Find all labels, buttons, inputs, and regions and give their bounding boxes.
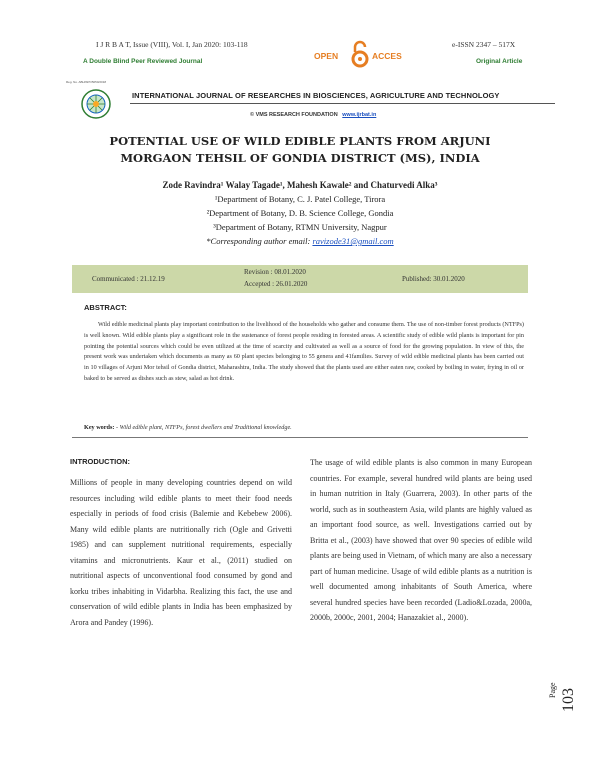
affiliation-3: ³Department of Botany, RTMN University, Nagpur <box>213 222 387 232</box>
accepted-date: Accepted : 26.01.2020 <box>244 280 308 288</box>
logo-reg-number: Reg. No. ABHISPO5050/2018 <box>66 80 107 84</box>
journal-url[interactable]: www.ijrbat.in <box>342 112 377 118</box>
article-title <box>60 133 540 167</box>
revision-date: Revision : 08.01.2020 <box>244 268 306 276</box>
header-divider <box>130 103 555 104</box>
keywords <box>84 424 524 431</box>
communicated-date: Communicated : 21.12.19 <box>92 275 165 283</box>
abstract-body: Wild edible medicinal plants play important contribution to the livelihood of the households who gather and consume them. The use of non-timber forest products (NTFPs) is well known. Wild edible plants play a significant role in the sustenance of forest people residing in forested areas. A scientific study of edible wild plants is important for pin pointing the potential sources which could be even utilized at the time of scarcity and cultivated as well as a source of food for the growing population. In view of this, the present work was undertaken which documents as many as 60 plant species belonging to 55 genera and 41families. Survey of wild edible medicinal plants has been carried out in 10 villages of Arjuni Mor tehsil of Gondia district, Maharashtra, India. The study showed that the plants used are either eaten raw, cooked by boiling in water, frying in oil or baked to be served as dishes such as stew, salad as hot drink. <box>84 321 524 382</box>
foundation-name: © VMS RESEARCH FOUNDATION <box>250 112 338 118</box>
page-label: Page <box>548 682 557 698</box>
corr-email-link[interactable]: ravizode31@gmail.com <box>312 236 394 246</box>
title-line-1: POTENTIAL USE OF WILD EDIBLE PLANTS FROM ARJUNI <box>109 134 491 148</box>
authors: Zode Ravindra¹ Walay Tagade¹, Mahesh Kawale² and Chaturvedi Alka³ <box>162 180 438 190</box>
introduction-heading: INTRODUCTION: <box>70 457 130 466</box>
intro-right-column: The usage of wild edible plants is also common in many European countries. For example, several hundred wild plants are being used in human nutrition in Italy (Guarrera, 2003). In other parts of the world, such as in southeastern Asia, wild plants are highly valued as an important food source, as well. Investigations carried out by Britta et al., (2003) have showed that over 90 species of edible wild plants are being used in Vietnam, of which many are also a necessary part of human medicine. Usage of wild edible plants as a nutrition is well documented among inhabitants of South America, where several hundred species have been recorded (Ladio&Lozada, 2000a, 2000b, 2000c, 2001, 2004; Hanazakiet al., 2000). <box>310 458 532 622</box>
affiliation-2: ²Department of Botany, D. B. Science College, Gondia <box>206 208 394 218</box>
article-type: Original Article <box>476 58 523 65</box>
title-line-2: MORGAON TEHSIL OF GONDIA DISTRICT (MS), INDIA <box>120 151 480 165</box>
keywords-label: Key words: <box>84 424 115 431</box>
foundation-line <box>250 112 376 118</box>
keywords-text: - Wild edible plant, NTFPs, forest dwellers and Traditional knowledge. <box>114 424 292 431</box>
journal-logo <box>66 80 118 124</box>
abstract-divider <box>72 437 528 438</box>
page-number-value: 103 <box>560 688 577 712</box>
abstract-heading: ABSTRACT: <box>84 303 127 312</box>
journal-citation: I J R B A T, Issue (VIII), Vol. I, Jan 2020: 103-118 <box>96 40 248 49</box>
issn: e-ISSN 2347 – 517X <box>452 40 516 49</box>
affiliation-1: ¹Department of Botany, C. J. Patel College, Tirora <box>214 194 386 204</box>
corr-label: *Corresponding author email: <box>206 236 311 246</box>
open-access-logo <box>312 40 440 70</box>
access-label: ACCES <box>372 51 402 61</box>
page-number <box>548 660 592 720</box>
open-lock-icon <box>350 40 370 68</box>
dates-bar <box>72 265 528 293</box>
journal-review-type: A Double Blind Peer Reviewed Journal <box>83 58 203 65</box>
published-date: Published: 30.01.2020 <box>402 275 465 283</box>
intro-left-column: Millions of people in many developing countries depend on wild resources including wild edible plants to meet their food needs especially in periods of food crisis (Balemie and Kebebew 2006). Many wild edible plants are nutritionally rich (Ogle and Grivetti 1985) and can supplement nutritional requirements, especially vitamins and micronutrients. Kaur et al., (2011) studied on nutritional aspects of unconventional food consumed by gond and korku tribes inhabiting in Vidarbha. Realizing this fact, the use and conservation of wild edible plants in India has been emphasized by Arora and Pandey (1996). <box>70 478 292 627</box>
journal-emblem-icon <box>66 80 118 124</box>
journal-name: INTERNATIONAL JOURNAL OF RESEARCHES IN BIOSCIENCES, AGRICULTURE AND TECHNOLOGY <box>132 91 500 100</box>
open-label: OPEN <box>314 51 339 61</box>
corresponding-author <box>60 236 540 246</box>
